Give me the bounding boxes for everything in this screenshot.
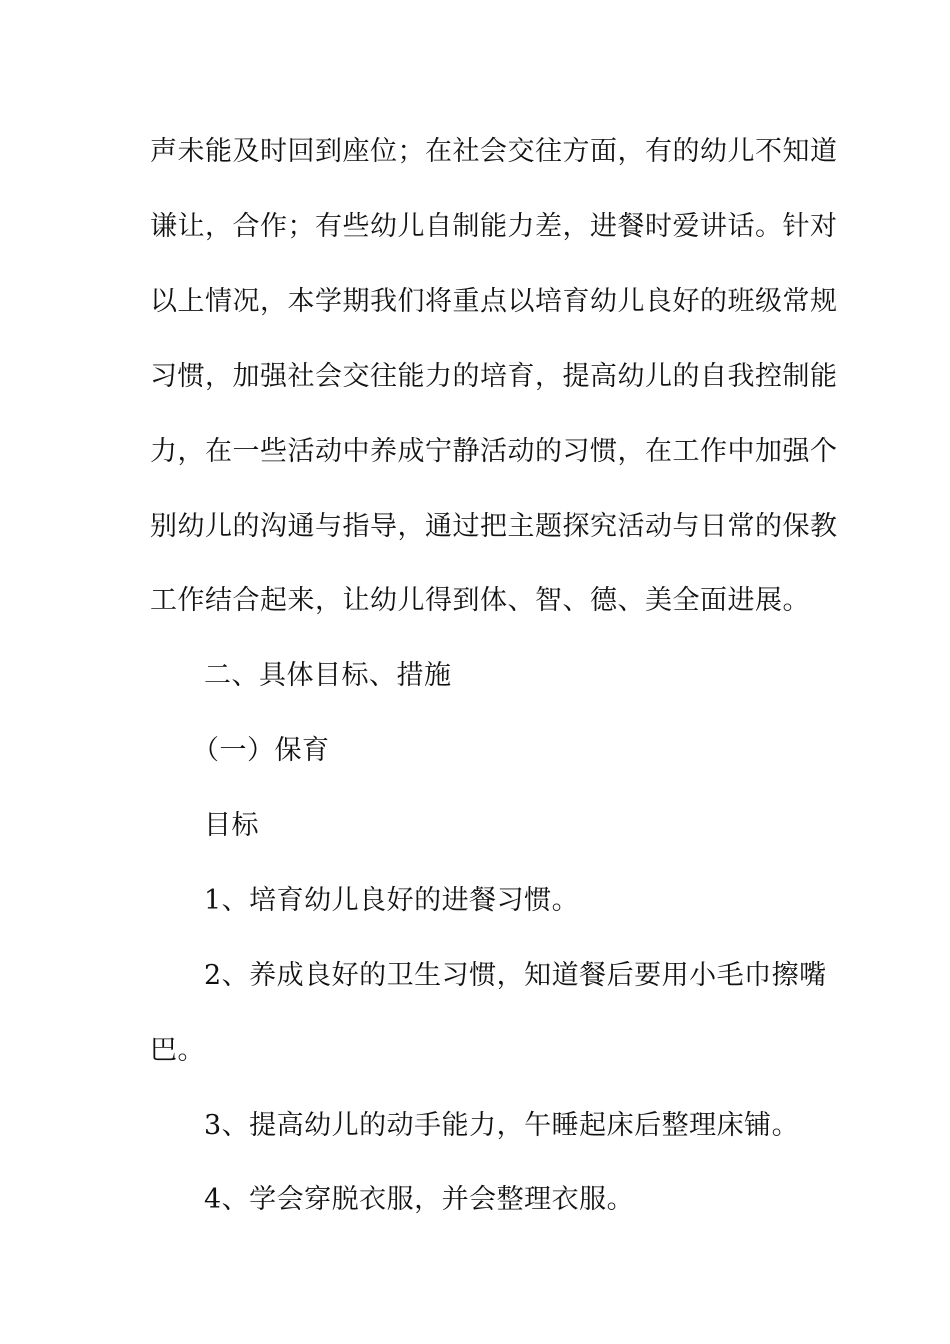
list-item-2-line-2: 巴。	[150, 1035, 205, 1066]
subsection-heading: （一）保育	[192, 735, 330, 766]
paragraph-line-1: 声未能及时回到座位；在社会交往方面，有的幼儿不知道	[150, 136, 838, 167]
list-item-3: 3、提高幼儿的动手能力，午睡起床后整理床铺。	[204, 1110, 800, 1141]
paragraph-line-2: 谦让，合作；有些幼儿自制能力差，进餐时爱讲话。针对	[150, 211, 838, 242]
paragraph-line-3: 以上情况，本学期我们将重点以培育幼儿良好的班级常规	[150, 286, 838, 317]
section-heading: 二、具体目标、措施	[204, 660, 452, 691]
list-item-2-line-1: 2、养成良好的卫生习惯，知道餐后要用小毛巾擦嘴	[204, 960, 827, 991]
paragraph-line-7: 工作结合起来，让幼儿得到体、智、德、美全面进展。	[150, 585, 810, 616]
list-item-4: 4、学会穿脱衣服，并会整理衣服。	[204, 1184, 635, 1215]
list-item-1: 1、培育幼儿良好的进餐习惯。	[204, 885, 580, 916]
paragraph-line-6: 别幼儿的沟通与指导，通过把主题探究活动与日常的保教	[150, 511, 838, 542]
paragraph-line-4: 习惯，加强社会交往能力的培育，提高幼儿的自我控制能	[150, 361, 838, 392]
paragraph-line-5: 力，在一些活动中养成宁静活动的习惯，在工作中加强个	[150, 436, 838, 467]
goal-label: 目标	[204, 810, 259, 841]
